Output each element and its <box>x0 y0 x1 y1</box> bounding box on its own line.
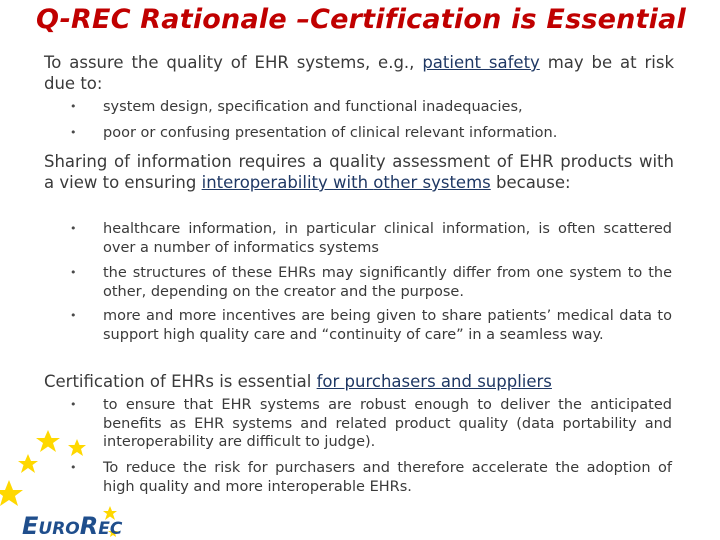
interoperability-link[interactable]: interoperability <box>201 173 334 192</box>
paragraph-text: because: <box>490 173 571 192</box>
bullet-item <box>70 396 672 452</box>
bullet-text: To reduce the risk for purchasers and therefore accelerate the adoption of high quality and more interoperable EHRs. <box>103 460 672 495</box>
paragraph-quality <box>44 52 674 94</box>
paragraph-text: may be at risk due to: <box>44 53 674 93</box>
paragraph-text: To assure the quality of EHR systems, e.g., <box>44 53 423 72</box>
paragraph-text: Sharing of information requires a quality assessment of EHR products with a view to ensuring <box>44 152 674 192</box>
patient-safety-link[interactable]: patient safety <box>422 53 540 72</box>
star-icon <box>103 506 117 520</box>
purchasers-suppliers-link[interactable]: for purchasers and suppliers <box>316 372 552 391</box>
bullet-icon: • <box>70 309 77 322</box>
bullet-icon: • <box>70 461 77 474</box>
slide-title: Q-REC Rationale –Certification is Essential <box>36 4 686 35</box>
bullet-item <box>70 459 672 496</box>
bullet-text: the structures of these EHRs may significantly differ from one system to the other, depending on the creator and the purpose. <box>103 265 672 300</box>
paragraph-text: Certification of EHRs is essential <box>44 372 317 391</box>
paragraph-sharing <box>44 151 674 193</box>
paragraph-certification <box>44 371 674 392</box>
bullet-icon: • <box>70 100 77 113</box>
bullet-item <box>70 307 672 344</box>
bullet-icon: • <box>70 398 77 411</box>
bullet-item <box>70 124 672 143</box>
star-icon <box>0 480 23 506</box>
other-systems-link[interactable]: other systems <box>373 173 491 192</box>
bullet-item <box>70 264 672 301</box>
bullet-icon: • <box>70 266 77 279</box>
bullet-icon: • <box>70 222 77 235</box>
with-link[interactable]: with <box>333 173 374 192</box>
logo-text: EUROREC <box>22 512 123 540</box>
bullet-text: system design, specification and functional inadequacies, <box>103 99 523 115</box>
star-icon <box>36 430 60 452</box>
bullet-text: more and more incentives are being given to share patients’ medical data to support high quality care and “continuity of care” in a seamless way. <box>103 308 672 343</box>
star-icon <box>18 454 38 473</box>
bullet-text: to ensure that EHR systems are robust enough to deliver the anticipated benefits as EHR systems and related product quality (data portability and interoperability are difficult to judge). <box>103 397 672 450</box>
bullet-text: poor or confusing presentation of clinical relevant information. <box>103 125 558 141</box>
bullet-text: healthcare information, in particular clinical information, is often scattered over a number of informatics systems <box>103 221 672 256</box>
bullet-icon: • <box>70 126 77 139</box>
eurorec-logo <box>0 430 140 540</box>
bullet-item <box>70 220 672 257</box>
bullet-item <box>70 98 672 117</box>
star-icon <box>68 439 86 456</box>
